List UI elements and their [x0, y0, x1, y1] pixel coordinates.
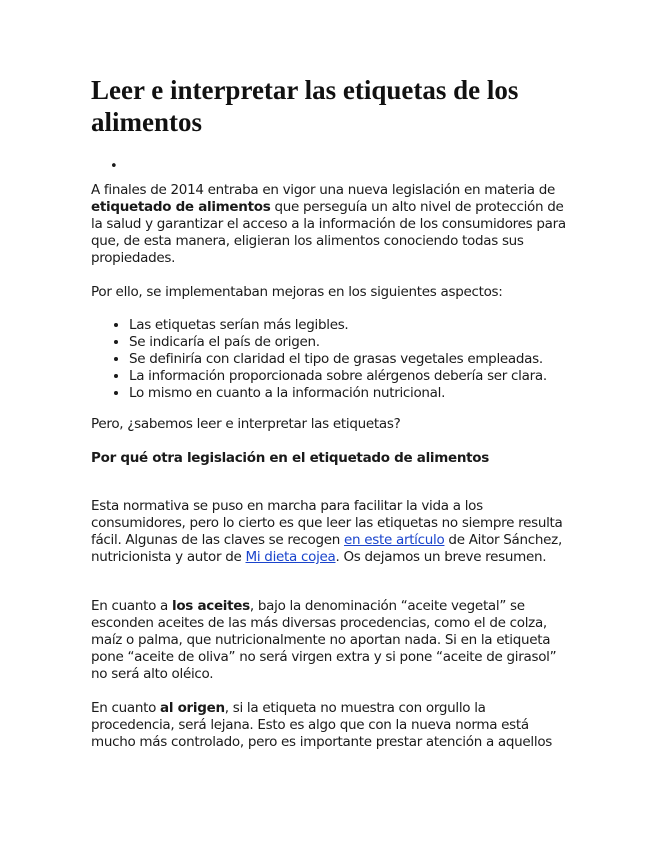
- normativa-text-1: Esta normativa se puso en marcha para facilitar la vida a los consumidores, pero lo cierto es que leer las etiquetas no siempre resulta fácil. Algunas de las claves se recogen: [91, 498, 563, 548]
- list-item: • Las etiquetas serían más legibles.: [129, 317, 589, 334]
- origen-paragraph: [91, 700, 571, 751]
- list-item: • Se definiría con claridad el tipo de grasas vegetales empleadas.: [129, 351, 589, 368]
- section-heading: Por qué otra legislación en el etiquetado de alimentos: [91, 450, 490, 466]
- origen-bold: al origen: [160, 700, 225, 716]
- normativa-text-2: de Aitor Sánchez, nutricionista y autor de: [91, 532, 562, 565]
- question-paragraph: Pero, ¿sabemos leer e interpretar las etiquetas?: [91, 416, 401, 432]
- origen-text-2: , si la etiqueta no muestra con orgullo la procedencia, será lejana. Esto es algo que con la nueva norma está mucho más controlado, pero es importante prestar atención a aquellos: [91, 700, 553, 750]
- empty-bullet: •: [110, 159, 118, 174]
- intro-bold: etiquetado de alimentos: [91, 199, 271, 215]
- intro-text-1: A finales de 2014 entraba en vigor una nueva legislación en materia de: [91, 182, 556, 198]
- book-link[interactable]: Mi dieta cojea: [245, 549, 336, 565]
- list-item: • La información proporcionada sobre alérgenos debería ser clara.: [129, 368, 589, 385]
- aceites-text-1: En cuanto a: [91, 598, 172, 614]
- list-item: • Lo mismo en cuanto a la información nutricional.: [129, 385, 589, 402]
- normativa-text-3: . Os dejamos un breve resumen.: [335, 549, 547, 565]
- aceites-bold: los aceites: [172, 598, 250, 614]
- aceites-paragraph: [91, 598, 571, 683]
- normativa-paragraph: [91, 498, 571, 566]
- intro-text-2: que perseguía un alto nivel de protección de la salud y garantizar el acceso a la información de los consumidores para que, de esta manera, eligieran los alimentos conociendo todas sus propiedades.: [91, 199, 566, 266]
- article-title: Leer e interpretar las etiquetas de los alimentos: [91, 75, 519, 137]
- list-item: • Se indicaría el país de origen.: [129, 334, 589, 351]
- article-link[interactable]: en este artículo: [343, 532, 445, 548]
- origen-text-1: En cuanto: [91, 700, 161, 716]
- aspects-intro: Por ello, se implementaban mejoras en los siguientes aspectos:: [91, 284, 503, 300]
- intro-paragraph: [91, 182, 571, 267]
- aspects-list: [91, 317, 589, 402]
- aceites-text-2: , bajo la denominación “aceite vegetal” se esconden aceites de las más diversas procedencias, como el de colza, maíz o palma, que nutricionalmente no aportan nada. Si en la etiqueta pone “aceite de oliva” no será virgen extra y si pone “aceite de girasol” no será alto oléico.: [91, 598, 557, 682]
